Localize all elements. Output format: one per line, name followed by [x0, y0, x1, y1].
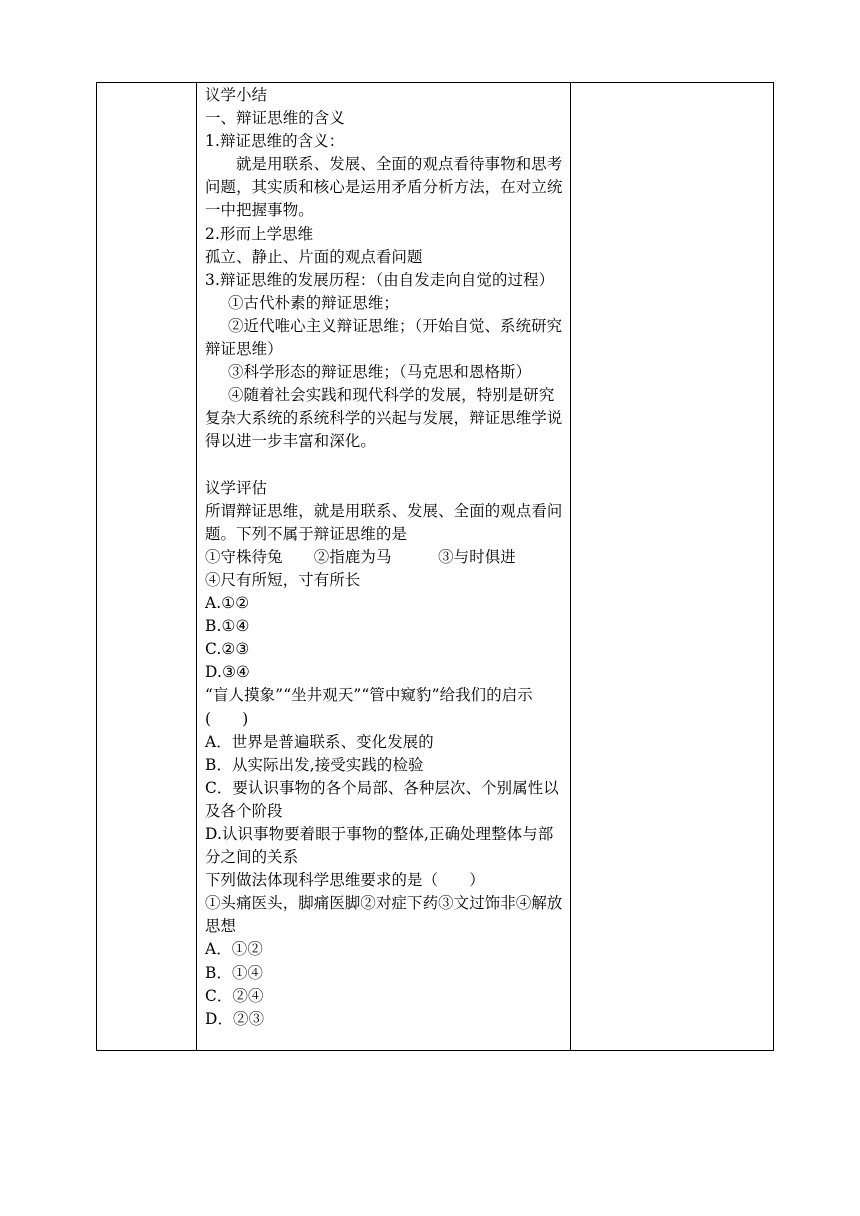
assessment-heading: 议学评估 [205, 478, 268, 497]
q2-stem: “盲人摸象”“坐井观天”“管中窥豹”给我们的启示( ) [205, 686, 533, 728]
q3-items: ①头痛医头，脚痛医脚②对症下药③文过饰非④解放思想 [205, 894, 563, 936]
q3-option-b: B．①④ [205, 963, 264, 982]
q1-option-c: C.②③ [205, 640, 250, 659]
q1-stem: 所谓辩证思维，就是用联系、发展、全面的观点看问题。下列不属于辩证思维的是 [205, 501, 563, 543]
q3-option-d: D．②③ [205, 1009, 265, 1028]
stage-4: ④随着社会实践和现代科学的发展，特别是研究复杂大系统的系统科学的兴起与发展，辩证思维学说得以进一步丰富和深化。 [205, 386, 563, 451]
stage-3: ③科学形态的辩证思维；（马克思和恩格斯） [228, 363, 532, 382]
item-3-title: 3.辩证思维的发展历程：（由自发走向自觉的过程） [205, 270, 555, 289]
item-2-title: 2.形而上学思维 [205, 224, 314, 243]
q2-option-c: C．要认识事物的各个局部、各种层次、个别属性以及各个阶段 [205, 778, 559, 820]
stage-2: ②近代唯心主义辩证思维；（开始自觉、系统研究辩证思维） [205, 316, 563, 359]
summary-heading: 议学小结 [205, 86, 268, 104]
q2-option-d: D.认识事物要着眼于事物的整体,正确处理整体与部分之间的关系 [205, 825, 554, 867]
left-column-cell [97, 83, 197, 1051]
q1-option-a: A.①② [205, 594, 250, 613]
q2-option-b: B．从实际出发,接受实践的检验 [205, 755, 424, 774]
main-content [197, 83, 570, 1031]
spacer [205, 454, 563, 477]
section-1-title: 一、辩证思维的含义 [205, 109, 345, 128]
q3-stem: 下列做法体现科学思维要求的是（ ） [205, 871, 485, 890]
main-content-cell [197, 83, 571, 1051]
item-2-body: 孤立、静止、片面的观点看问题 [205, 247, 423, 266]
q1-option-d: D.③④ [205, 663, 250, 682]
q1-option-b: B.①④ [205, 617, 250, 636]
stage-1: ①古代朴素的辩证思维； [228, 293, 399, 312]
q1-items-2: ④尺有所短，寸有所长 [205, 570, 361, 589]
table-row [97, 83, 774, 1051]
q1-items: ①守株待兔 ②指鹿为马 ③与时俱进 [205, 547, 516, 566]
item-1-title: 1.辩证思维的含义： [205, 132, 345, 151]
q3-option-a: A．①② [205, 940, 263, 959]
right-column-cell [571, 83, 774, 1051]
q3-option-c: C．②④ [205, 986, 264, 1005]
item-1-body: 就是用联系、发展、全面的观点看待事物和思考问题，其实质和核心是运用矛盾分析方法，在对立统一中把握事物。 [205, 155, 563, 220]
lesson-table [96, 82, 774, 1051]
q2-option-a: A．世界是普遍联系、变化发展的 [205, 732, 434, 751]
